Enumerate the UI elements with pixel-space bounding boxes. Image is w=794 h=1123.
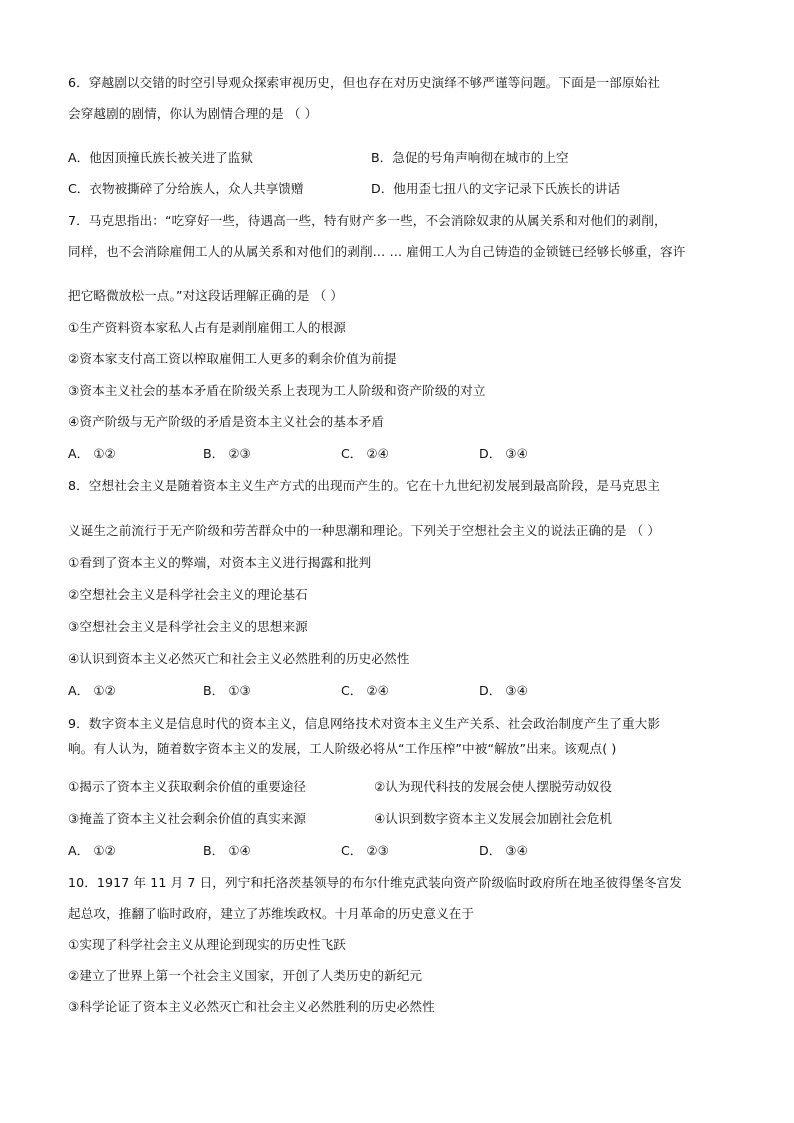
q7-statement-1: ①生产资料资本家私人占有是剥削雇佣工人的根源 — [68, 320, 346, 335]
q7-statement-3: ③资本主义社会的基本矛盾在阶级关系上表现为工人阶级和资产阶级的对立 — [68, 383, 486, 398]
q6-stem-line-2: 会穿越剧的剧情，你认为剧情合理的是 （ ） — [68, 106, 318, 121]
q8-statement-1: ①看到了资本主义的弊端，对资本主义进行揭露和批判 — [68, 555, 372, 570]
q7-option-c: C． ②④ — [341, 446, 389, 461]
q6-option-d: D．他用歪七扭八的文字记录下氏族长的讲话 — [371, 181, 620, 196]
q7-stem-line-1: 7．马克思指出：“吃穿好一些，待遇高一些，特有财产多一些，不会消除奴隶的从属关系和对他们的剥削， — [68, 213, 667, 228]
q8-stem-line-2: 义诞生之前流行于无产阶级和劳苦群众中的一种思潮和理论。下列关于空想社会主义的说法正确的是 （ ） — [68, 523, 661, 538]
q8-statement-3: ③空想社会主义是科学社会主义的思想来源 — [68, 619, 308, 634]
q10-stem-line-2: 起总攻，推翻了临时政府，建立了苏维埃政权。十月革命的历史意义在于 — [68, 906, 475, 921]
q9-option-b: B． ①④ — [203, 843, 251, 858]
q6-stem-line-1: 6．穿越剧以交错的时空引导观众探索审视历史，但也存在对历史演绎不够严谨等问题。下面是一部原始社 — [68, 75, 661, 90]
q9-stem-line-1: 9．数字资本主义是信息时代的资本主义，信息网络技术对资本主义生产关系、社会政治制度产生了重大影 — [68, 716, 661, 731]
q7-stem-line-2: 同样，也不会消除雇佣工人的从属关系和对他们的剥削… … 雇佣工人为自己铸造的金锁链已经够长够重，容许 — [68, 244, 686, 259]
q6-option-a: A．他因顶撞氏族长被关进了监狱 — [68, 150, 253, 165]
q10-stem-line-1: 10．1917 年 11 月 7 日，列宁和托洛茨基领导的布尔什维克武装向资产阶级临时政府所在地圣彼得堡冬宫发 — [68, 875, 682, 890]
q10-statement-2: ②建立了世界上第一个社会主义国家，开创了人类历史的新纪元 — [68, 968, 423, 983]
q9-stem-line-2: 响。有人认为，随着数字资本主义的发展，工人阶级必将从“工作压榨”中被“解放”出来。该观点( ) — [68, 741, 617, 756]
q8-stem-line-1: 8．空想社会主义是随着资本主义生产方式的出现而产生的。它在十九世纪初发展到最高阶段，是马克思主 — [68, 478, 661, 493]
q10-statement-1: ①实现了科学社会主义从理论到现实的历史性飞跃 — [68, 937, 346, 952]
q7-statement-4: ④资产阶级与无产阶级的矛盾是资本主义社会的基本矛盾 — [68, 414, 385, 429]
q8-option-b: B． ①③ — [203, 683, 251, 698]
q7-option-b: B． ②③ — [203, 446, 251, 461]
q8-option-a: A． ①② — [68, 683, 116, 698]
q7-option-d: D． ③④ — [479, 446, 528, 461]
q8-statement-2: ②空想社会主义是科学社会主义的理论基石 — [68, 587, 308, 602]
q9-statement-4: ④认识到数字资本主义发展会加剧社会危机 — [374, 811, 612, 826]
q9-option-d: D． ③④ — [479, 843, 528, 858]
q7-statement-2: ②资本家支付高工资以榨取雇佣工人更多的剩余价值为前提 — [68, 351, 397, 366]
q9-statement-2: ②认为现代科技的发展会使人摆脱劳动奴役 — [374, 779, 612, 794]
q6-option-c: C．衣物被撕碎了分给族人，众人共享馈赠 — [68, 181, 304, 196]
q8-statement-4: ④认识到资本主义必然灭亡和社会主义必然胜利的历史必然性 — [68, 651, 410, 666]
q7-option-a: A． ①② — [68, 446, 116, 461]
q8-option-d: D． ③④ — [479, 683, 528, 698]
q10-statement-3: ③科学论证了资本主义必然灭亡和社会主义必然胜利的历史必然性 — [68, 999, 435, 1014]
q9-option-c: C． ②③ — [341, 843, 389, 858]
q9-statement-1: ①揭示了资本主义获取剩余价值的重要途径 — [68, 779, 306, 794]
q9-option-a: A． ①② — [68, 843, 116, 858]
q6-option-b: B．急促的号角声响彻在城市的上空 — [371, 150, 569, 165]
q9-statement-3: ③掩盖了资本主义社会剩余价值的真实来源 — [68, 811, 306, 826]
q8-option-c: C． ②④ — [341, 683, 389, 698]
q7-stem-line-3: 把它略微放松一点。”对这段话理解正确的是 （ ） — [68, 288, 344, 303]
